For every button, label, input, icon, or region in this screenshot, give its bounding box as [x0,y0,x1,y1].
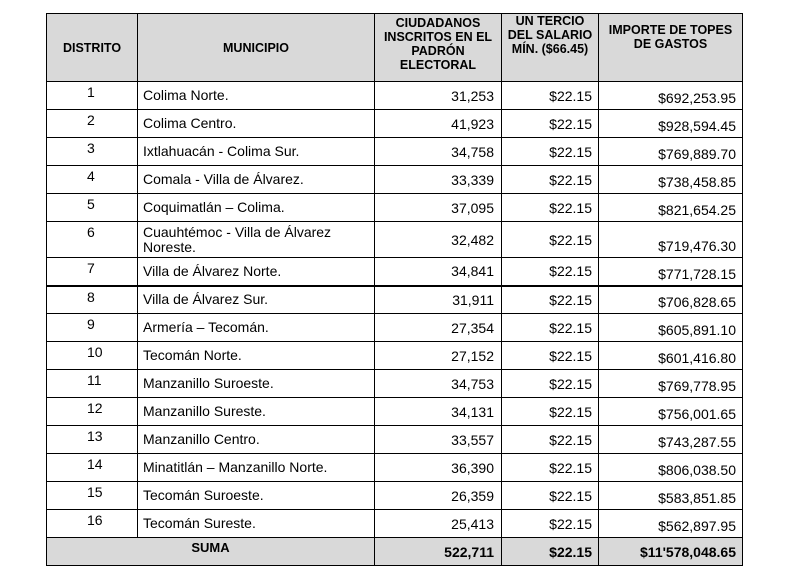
cell-distrito: 1 [47,82,138,110]
cell-municipio: Armería – Tecomán. [138,314,375,342]
total-ciudadanos: 522,711 [375,538,502,566]
cell-importe: $583,851.85 [599,482,743,510]
cell-importe: $928,594.45 [599,110,743,138]
cell-salario: $22.15 [502,426,599,454]
cell-importe: $769,889.70 [599,138,743,166]
cell-salario: $22.15 [502,342,599,370]
cell-distrito: 16 [47,510,138,538]
cell-importe: $562,897.95 [599,510,743,538]
total-salario: $22.15 [502,538,599,566]
cell-ciudadanos: 34,758 [375,138,502,166]
cell-distrito: 15 [47,482,138,510]
table-row [47,166,743,194]
cell-ciudadanos: 27,354 [375,314,502,342]
cell-distrito: 12 [47,398,138,426]
cell-ciudadanos: 25,413 [375,510,502,538]
header-municipio: MUNICIPIO [138,14,375,82]
cell-salario: $22.15 [502,138,599,166]
cell-municipio: Cuauhtémoc - Villa de Álvarez Noreste. [138,222,375,258]
cell-salario: $22.15 [502,314,599,342]
cell-municipio: Manzanillo Sureste. [138,398,375,426]
cell-importe: $756,001.65 [599,398,743,426]
cell-ciudadanos: 36,390 [375,454,502,482]
total-row [47,538,743,566]
cell-municipio: Villa de Álvarez Sur. [138,286,375,314]
cell-distrito: 2 [47,110,138,138]
table-row [47,82,743,110]
cell-salario: $22.15 [502,258,599,286]
cell-salario: $22.15 [502,370,599,398]
cell-municipio: Ixtlahuacán - Colima Sur. [138,138,375,166]
cell-ciudadanos: 31,253 [375,82,502,110]
cell-ciudadanos: 34,753 [375,370,502,398]
header-distrito: DISTRITO [47,14,138,82]
cell-salario: $22.15 [502,398,599,426]
cell-ciudadanos: 27,152 [375,342,502,370]
table-row [47,194,743,222]
table-row [47,286,743,314]
cell-salario: $22.15 [502,222,599,258]
cell-distrito: 6 [47,222,138,258]
cell-municipio: Manzanillo Centro. [138,426,375,454]
cell-importe: $771,728.15 [599,258,743,286]
total-label: SUMA [47,538,375,566]
header-ciudadanos: CIUDADANOS INSCRITOS EN EL PADRÓN ELECTORAL [375,14,502,82]
cell-importe: $692,253.95 [599,82,743,110]
cell-salario: $22.15 [502,286,599,314]
cell-municipio: Manzanillo Suroeste. [138,370,375,398]
table-row [47,314,743,342]
cell-municipio: Comala - Villa de Álvarez. [138,166,375,194]
cell-municipio: Colima Norte. [138,82,375,110]
cell-salario: $22.15 [502,482,599,510]
header-importe: IMPORTE DE TOPES DE GASTOS [599,14,743,82]
cell-importe: $706,828.65 [599,286,743,314]
table-header-row [47,14,743,82]
cell-ciudadanos: 32,482 [375,222,502,258]
cell-municipio: Tecomán Norte. [138,342,375,370]
cell-distrito: 3 [47,138,138,166]
cell-distrito: 14 [47,454,138,482]
cell-municipio: Coquimatlán – Colima. [138,194,375,222]
cell-importe: $601,416.80 [599,342,743,370]
cell-importe: $821,654.25 [599,194,743,222]
cell-distrito: 4 [47,166,138,194]
table-row [47,342,743,370]
cell-distrito: 11 [47,370,138,398]
cell-municipio: Tecomán Suroeste. [138,482,375,510]
table-row [47,510,743,538]
cell-ciudadanos: 34,131 [375,398,502,426]
cell-salario: $22.15 [502,194,599,222]
cell-ciudadanos: 34,841 [375,258,502,286]
cell-municipio: Colima Centro. [138,110,375,138]
cell-municipio: Minatitlán – Manzanillo Norte. [138,454,375,482]
cell-distrito: 7 [47,258,138,286]
cell-ciudadanos: 41,923 [375,110,502,138]
table-row [47,398,743,426]
table-row [47,258,743,286]
cell-salario: $22.15 [502,166,599,194]
cell-municipio: Villa de Álvarez Norte. [138,258,375,286]
cell-distrito: 10 [47,342,138,370]
table-row [47,110,743,138]
topes-gastos-table [46,13,743,566]
cell-ciudadanos: 31,911 [375,286,502,314]
cell-salario: $22.15 [502,110,599,138]
cell-municipio: Tecomán Sureste. [138,510,375,538]
cell-importe: $743,287.55 [599,426,743,454]
cell-ciudadanos: 26,359 [375,482,502,510]
table-body [47,82,743,538]
cell-distrito: 9 [47,314,138,342]
cell-distrito: 13 [47,426,138,454]
cell-ciudadanos: 33,339 [375,166,502,194]
cell-distrito: 5 [47,194,138,222]
table-row [47,426,743,454]
cell-salario: $22.15 [502,82,599,110]
cell-importe: $806,038.50 [599,454,743,482]
table-row [47,138,743,166]
cell-salario: $22.15 [502,510,599,538]
cell-importe: $769,778.95 [599,370,743,398]
cell-importe: $605,891.10 [599,314,743,342]
table-row [47,222,743,258]
cell-importe: $719,476.30 [599,222,743,258]
header-salario: UN TERCIO DEL SALARIO MÍN. ($66.45) [502,14,599,82]
table-row [47,370,743,398]
total-importe: $11'578,048.65 [599,538,743,566]
cell-ciudadanos: 37,095 [375,194,502,222]
cell-distrito: 8 [47,286,138,314]
cell-importe: $738,458.85 [599,166,743,194]
cell-salario: $22.15 [502,454,599,482]
cell-ciudadanos: 33,557 [375,426,502,454]
table-row [47,482,743,510]
table-row [47,454,743,482]
